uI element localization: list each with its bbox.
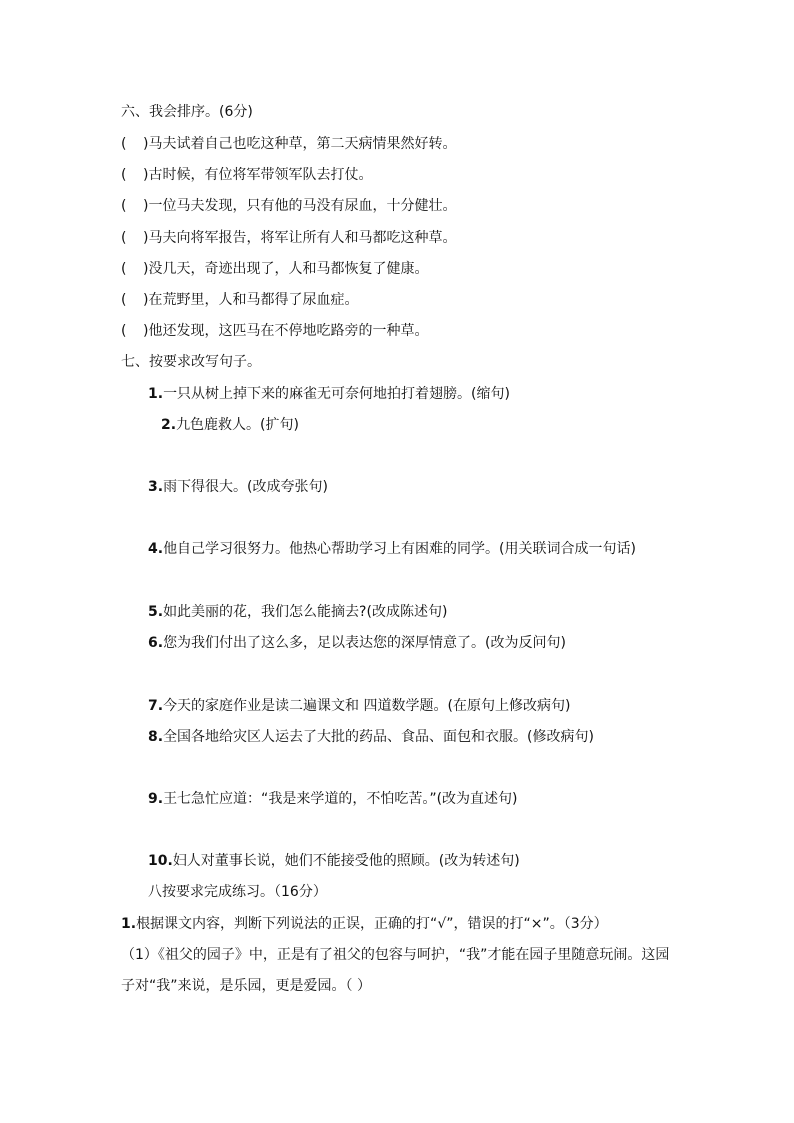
order-item-1 — [121, 134, 456, 154]
task-number: 1. — [148, 386, 164, 402]
task-number: 9. — [148, 791, 164, 807]
order-item-4 — [121, 228, 456, 248]
order-text: )马夫试着自己也吃这种草，第二天病情果然好转。 — [143, 136, 457, 152]
order-text: )一位马夫发现，只有他的马没有尿血，十分健壮。 — [143, 198, 457, 214]
rewrite-task-7 — [148, 696, 570, 716]
order-paren: ( — [121, 198, 127, 214]
section-7-title: 七、按要求改写句子。 — [121, 354, 261, 370]
order-paren: ( — [121, 292, 127, 308]
order-item-3 — [121, 196, 456, 216]
question-number: 1. — [121, 916, 137, 932]
rewrite-task-1 — [148, 384, 510, 404]
task-text: 王七急忙应道：“我是来学道的，不怕吃苦。”(改为直述句) — [163, 791, 518, 807]
rewrite-task-9 — [148, 789, 518, 809]
section-6-title: 六、我会排序。(6分) — [121, 104, 253, 120]
task-number: 3. — [148, 479, 164, 495]
order-text: )他还发现，这匹马在不停地吃路旁的一种草。 — [143, 323, 429, 339]
order-item-7 — [121, 321, 428, 341]
rewrite-task-3 — [148, 477, 328, 497]
task-text: 雨下得很大。(改成夸张句) — [163, 479, 328, 495]
task-text: 九色鹿救人。(扩句) — [176, 417, 299, 433]
order-text: )在荒野里，人和马都得了尿血症。 — [143, 292, 359, 308]
task-number: 8. — [148, 729, 164, 745]
task-number: 4. — [148, 541, 164, 557]
task-number: 6. — [148, 635, 164, 651]
rewrite-task-4 — [148, 539, 636, 559]
order-text: )马夫向将军报告，将军让所有人和马都吃这种草。 — [143, 230, 457, 246]
order-text: )古时候，有位将军带领军队去打仗。 — [143, 167, 373, 183]
order-paren: ( — [121, 167, 127, 183]
task-text: 全国各地给灾区人运去了大批的药品、食品、面包和衣服。(修改病句) — [163, 729, 594, 745]
section-8-question-1 — [121, 914, 608, 934]
question-text: 根据课文内容，判断下列说法的正误，正确的打“√”，错误的打“×”。（3分） — [136, 916, 608, 932]
order-item-6 — [121, 290, 358, 310]
order-item-2 — [121, 165, 372, 185]
order-paren: ( — [121, 261, 127, 277]
rewrite-task-10 — [148, 851, 520, 871]
task-text: 他自己学习很努力。他热心帮助学习上有困难的同学。(用关联词合成一句话) — [163, 541, 636, 557]
order-paren: ( — [121, 323, 127, 339]
task-text: 如此美丽的花，我们怎么能摘去?(改成陈述句) — [163, 604, 448, 620]
task-number: 2. — [161, 417, 177, 433]
order-item-5 — [121, 259, 428, 279]
order-paren: ( — [121, 230, 127, 246]
rewrite-task-5 — [148, 602, 447, 622]
rewrite-task-2 — [161, 415, 299, 435]
order-text: )没几天，奇迹出现了，人和马都恢复了健康。 — [143, 261, 429, 277]
section-8-title: 八按要求完成练习。（16分） — [148, 884, 327, 900]
judgement-item-1-line-1: （1）《祖父的园子》中，正是有了祖父的包容与呵护，“我”才能在园子里随意玩闹。这园 — [121, 947, 670, 963]
task-text: 今天的家庭作业是读二遍课文和 四道数学题。(在原句上修改病句) — [163, 698, 571, 714]
rewrite-task-6 — [148, 633, 566, 653]
rewrite-task-8 — [148, 727, 594, 747]
judgement-item-1-line-2: 子对“我”来说，是乐园，更是爱园。（ ） — [121, 978, 371, 994]
order-paren: ( — [121, 136, 127, 152]
task-text: 妇人对董事长说，她们不能接受他的照顾。(改为转述句) — [172, 853, 520, 869]
task-text: 一只从树上掉下来的麻雀无可奈何地拍打着翅膀。(缩句) — [163, 386, 510, 402]
task-number: 5. — [148, 604, 164, 620]
task-number: 10. — [148, 853, 173, 869]
task-number: 7. — [148, 698, 164, 714]
task-text: 您为我们付出了这么多，足以表达您的深厚情意了。(改为反问句) — [163, 635, 566, 651]
